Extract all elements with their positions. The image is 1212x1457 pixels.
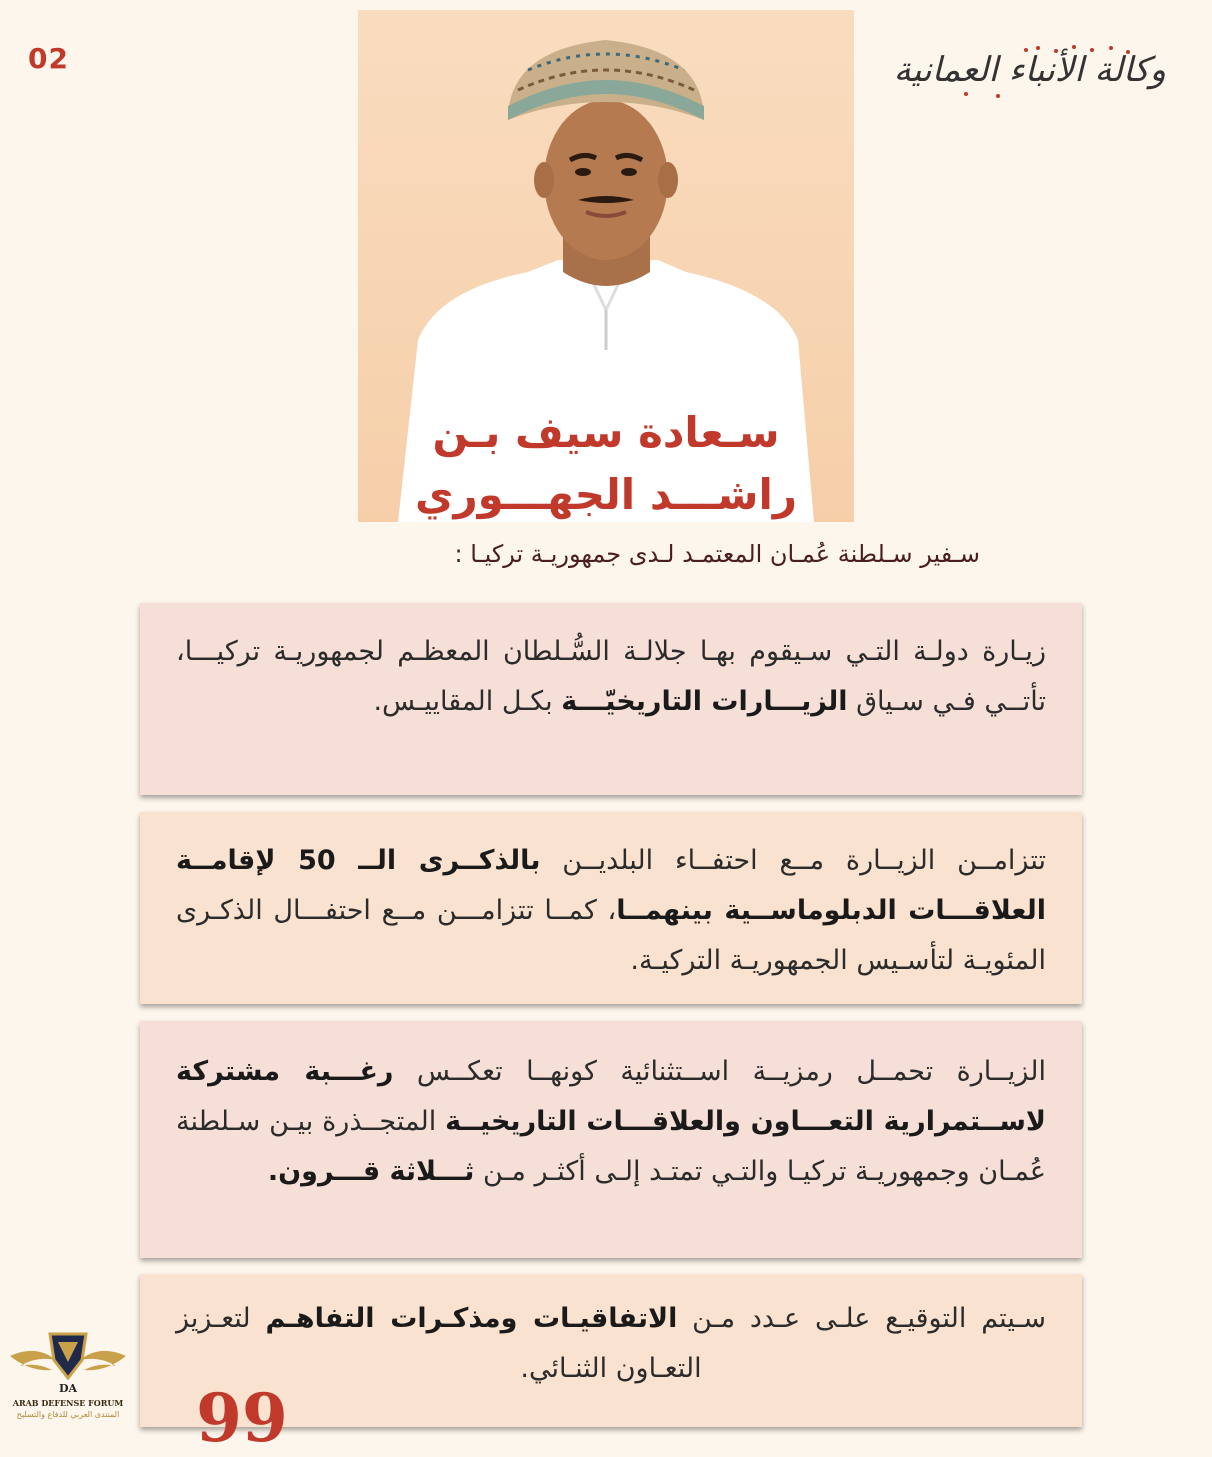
winged-shield-icon <box>6 1326 130 1386</box>
card-text-bold: بالذكــرى الــ 50 لإقامــة العلاقـــات الدبلوماســية بينهمــا <box>176 845 1046 926</box>
card-text-bold: الزيـــارات التاريخيّـــة <box>561 686 848 717</box>
card-text-part: المتجــذرة بيـن سـلطنة عُمـان وجمهوريـة تركيـا والتـي تمتـد إلـى أكثـر مـن <box>176 1106 1046 1187</box>
card-text-bold: ثـــلاثة قـــرون. <box>267 1156 475 1187</box>
quote-mark-icon: 99 <box>196 1379 288 1457</box>
card-text-bold: الاتفاقيـات ومذكـرات التفاهـم <box>265 1303 678 1334</box>
watermark-text-en: ARAB DEFENSE FORUM <box>12 1398 124 1408</box>
agency-logo <box>893 42 1166 104</box>
card-text-bold: رغـــبة مشتركة لاســتمرارية التعـــاون والعلاقـــات التاريخيــة <box>176 1056 1046 1137</box>
info-card-3 <box>140 1021 1082 1258</box>
card-text-part: ، كمــا تتزامـــن مــع احتفـــال الذكـرى المئويـة لتأسـيس الجمهوريـة التركيـة. <box>176 895 1046 976</box>
card-text <box>140 1021 1082 1197</box>
page-number: 02 <box>28 42 69 75</box>
card-text-part: لتعـزيز التعـاون الثنـائي. <box>176 1303 702 1384</box>
info-card-2 <box>140 812 1082 1004</box>
card-text <box>140 603 1082 727</box>
card-text <box>140 812 1082 986</box>
watermark-initials: DA <box>58 1382 78 1395</box>
name-line-2: راشـــد الجهـــوري <box>414 470 798 519</box>
portrait-panel <box>358 10 854 522</box>
card-text-part: زيـارة دولـة التـي سـيقوم بهـا جلالـة السُّـلطان المعظـم لجمهوريـة تركيـــا، تأتــي فـي سـياق <box>176 636 1046 717</box>
card-text-part: الزيــارة تحمــل رمزيــة اســتثنائية كونهــا تعكــس <box>393 1056 1046 1087</box>
card-text <box>140 1274 1082 1394</box>
subtitle: سـفير سـلطنة عُمـان المعتمـد لـدى جمهوريـة تركيـا : <box>454 540 980 568</box>
logo-text: وكالة الأنباء العمانية <box>893 50 1166 90</box>
card-text-part: سـيتم التوقيـع علـى عـدد مـن <box>677 1303 1047 1334</box>
name-line-1: سـعادة سيف بـن <box>432 408 780 457</box>
card-text-part: بكـل المقاييـس. <box>373 686 562 717</box>
watermark-logo <box>6 1326 130 1426</box>
info-card-1 <box>140 603 1082 795</box>
ambassador-name <box>358 402 854 522</box>
card-text-part: تتزامــن الزيــارة مــع احتفــاء البلديــن <box>540 845 1046 876</box>
watermark-text-ar: المنتدى العربي للدفاع والتسليح <box>16 1410 120 1419</box>
